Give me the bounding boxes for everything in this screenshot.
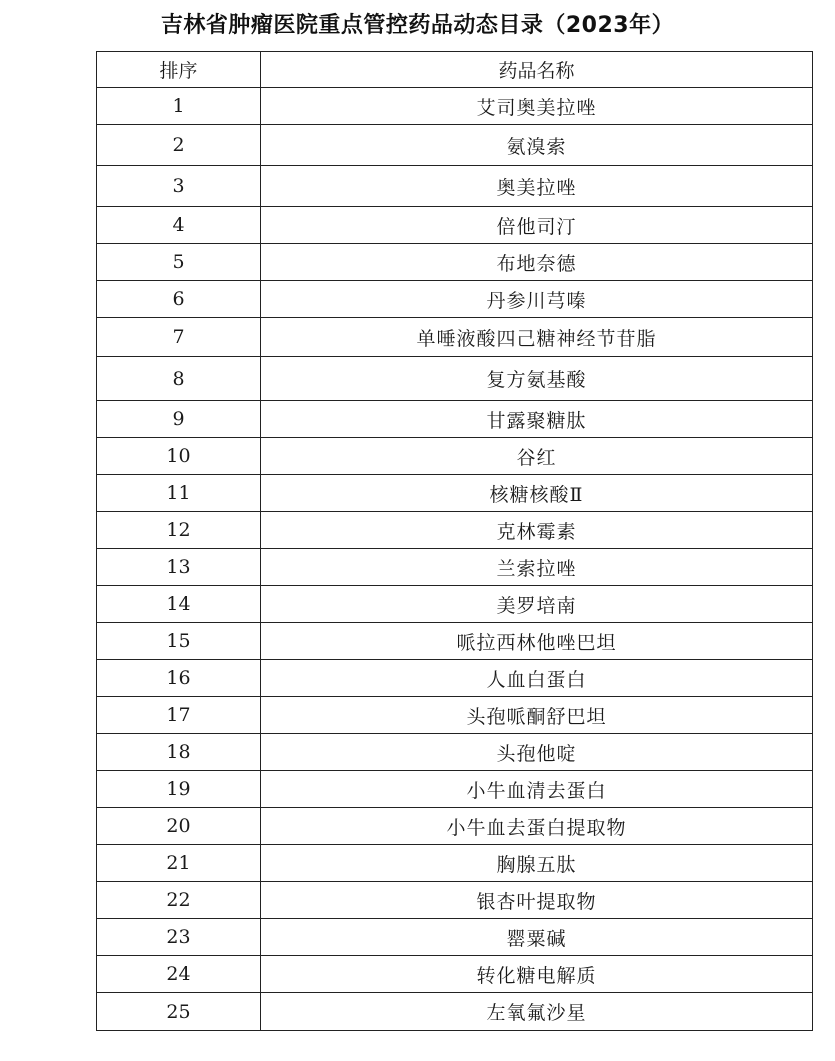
rank-cell: 2 xyxy=(97,125,261,166)
rank-cell: 5 xyxy=(97,244,261,281)
rank-cell: 25 xyxy=(97,993,261,1031)
drug-name-cell: 核糖核酸Ⅱ xyxy=(261,475,813,512)
rank-cell: 12 xyxy=(97,512,261,549)
table-row xyxy=(97,244,813,281)
rank-cell: 9 xyxy=(97,401,261,438)
drug-name-cell: 甘露聚糖肽 xyxy=(261,401,813,438)
drug-name-cell: 单唾液酸四己糖神经节苷脂 xyxy=(261,318,813,357)
rank-cell: 11 xyxy=(97,475,261,512)
drug-name-cell: 头孢他啶 xyxy=(261,734,813,771)
drug-name-cell: 谷红 xyxy=(261,438,813,475)
drug-name-cell: 布地奈德 xyxy=(261,244,813,281)
table-row xyxy=(97,166,813,207)
drug-name-cell: 奥美拉唑 xyxy=(261,166,813,207)
drug-name-cell: 复方氨基酸 xyxy=(261,357,813,401)
table-row xyxy=(97,845,813,882)
drug-table xyxy=(96,51,813,1031)
table-row xyxy=(97,401,813,438)
drug-name-cell: 倍他司汀 xyxy=(261,207,813,244)
drug-name-cell: 转化糖电解质 xyxy=(261,956,813,993)
drug-name-cell: 丹参川芎嗪 xyxy=(261,281,813,318)
table-row xyxy=(97,281,813,318)
document-title: 吉林省肿瘤医院重点管控药品动态目录（2023年） xyxy=(160,13,675,38)
table-row xyxy=(97,956,813,993)
table-row xyxy=(97,207,813,244)
table-row xyxy=(97,357,813,401)
rank-cell: 24 xyxy=(97,956,261,993)
column-header-drug-name: 药品名称 xyxy=(261,52,813,88)
table-row xyxy=(97,438,813,475)
table-row xyxy=(97,88,813,125)
drug-name-cell: 艾司奥美拉唑 xyxy=(261,88,813,125)
rank-cell: 16 xyxy=(97,660,261,697)
table-row xyxy=(97,808,813,845)
rank-cell: 8 xyxy=(97,357,261,401)
rank-cell: 7 xyxy=(97,318,261,357)
drug-name-cell: 人血白蛋白 xyxy=(261,660,813,697)
drug-name-cell: 罂粟碱 xyxy=(261,919,813,956)
table-header-row xyxy=(97,52,813,88)
drug-name-cell: 美罗培南 xyxy=(261,586,813,623)
drug-name-cell: 银杏叶提取物 xyxy=(261,882,813,919)
column-header-rank: 排序 xyxy=(97,52,261,88)
rank-cell: 13 xyxy=(97,549,261,586)
rank-cell: 18 xyxy=(97,734,261,771)
rank-cell: 1 xyxy=(97,88,261,125)
rank-cell: 10 xyxy=(97,438,261,475)
drug-name-cell: 兰索拉唑 xyxy=(261,549,813,586)
table-row xyxy=(97,993,813,1031)
drug-name-cell: 氨溴索 xyxy=(261,125,813,166)
drug-name-cell: 克林霉素 xyxy=(261,512,813,549)
rank-cell: 20 xyxy=(97,808,261,845)
table-row xyxy=(97,734,813,771)
drug-name-cell: 头孢哌酮舒巴坦 xyxy=(261,697,813,734)
table-row xyxy=(97,697,813,734)
rank-cell: 19 xyxy=(97,771,261,808)
table-row xyxy=(97,586,813,623)
drug-name-cell: 左氧氟沙星 xyxy=(261,993,813,1031)
drug-name-cell: 哌拉西林他唑巴坦 xyxy=(261,623,813,660)
table-row xyxy=(97,660,813,697)
rank-cell: 4 xyxy=(97,207,261,244)
rank-cell: 3 xyxy=(97,166,261,207)
rank-cell: 15 xyxy=(97,623,261,660)
table-row xyxy=(97,919,813,956)
rank-cell: 21 xyxy=(97,845,261,882)
table-row xyxy=(97,475,813,512)
rank-cell: 14 xyxy=(97,586,261,623)
table-body xyxy=(97,88,813,1031)
drug-name-cell: 胸腺五肽 xyxy=(261,845,813,882)
rank-cell: 17 xyxy=(97,697,261,734)
table-row xyxy=(97,771,813,808)
rank-cell: 6 xyxy=(97,281,261,318)
table-row xyxy=(97,125,813,166)
table-row xyxy=(97,623,813,660)
drug-name-cell: 小牛血清去蛋白 xyxy=(261,771,813,808)
table-row xyxy=(97,512,813,549)
table-row xyxy=(97,318,813,357)
rank-cell: 22 xyxy=(97,882,261,919)
rank-cell: 23 xyxy=(97,919,261,956)
table-row xyxy=(97,549,813,586)
table-row xyxy=(97,882,813,919)
drug-name-cell: 小牛血去蛋白提取物 xyxy=(261,808,813,845)
